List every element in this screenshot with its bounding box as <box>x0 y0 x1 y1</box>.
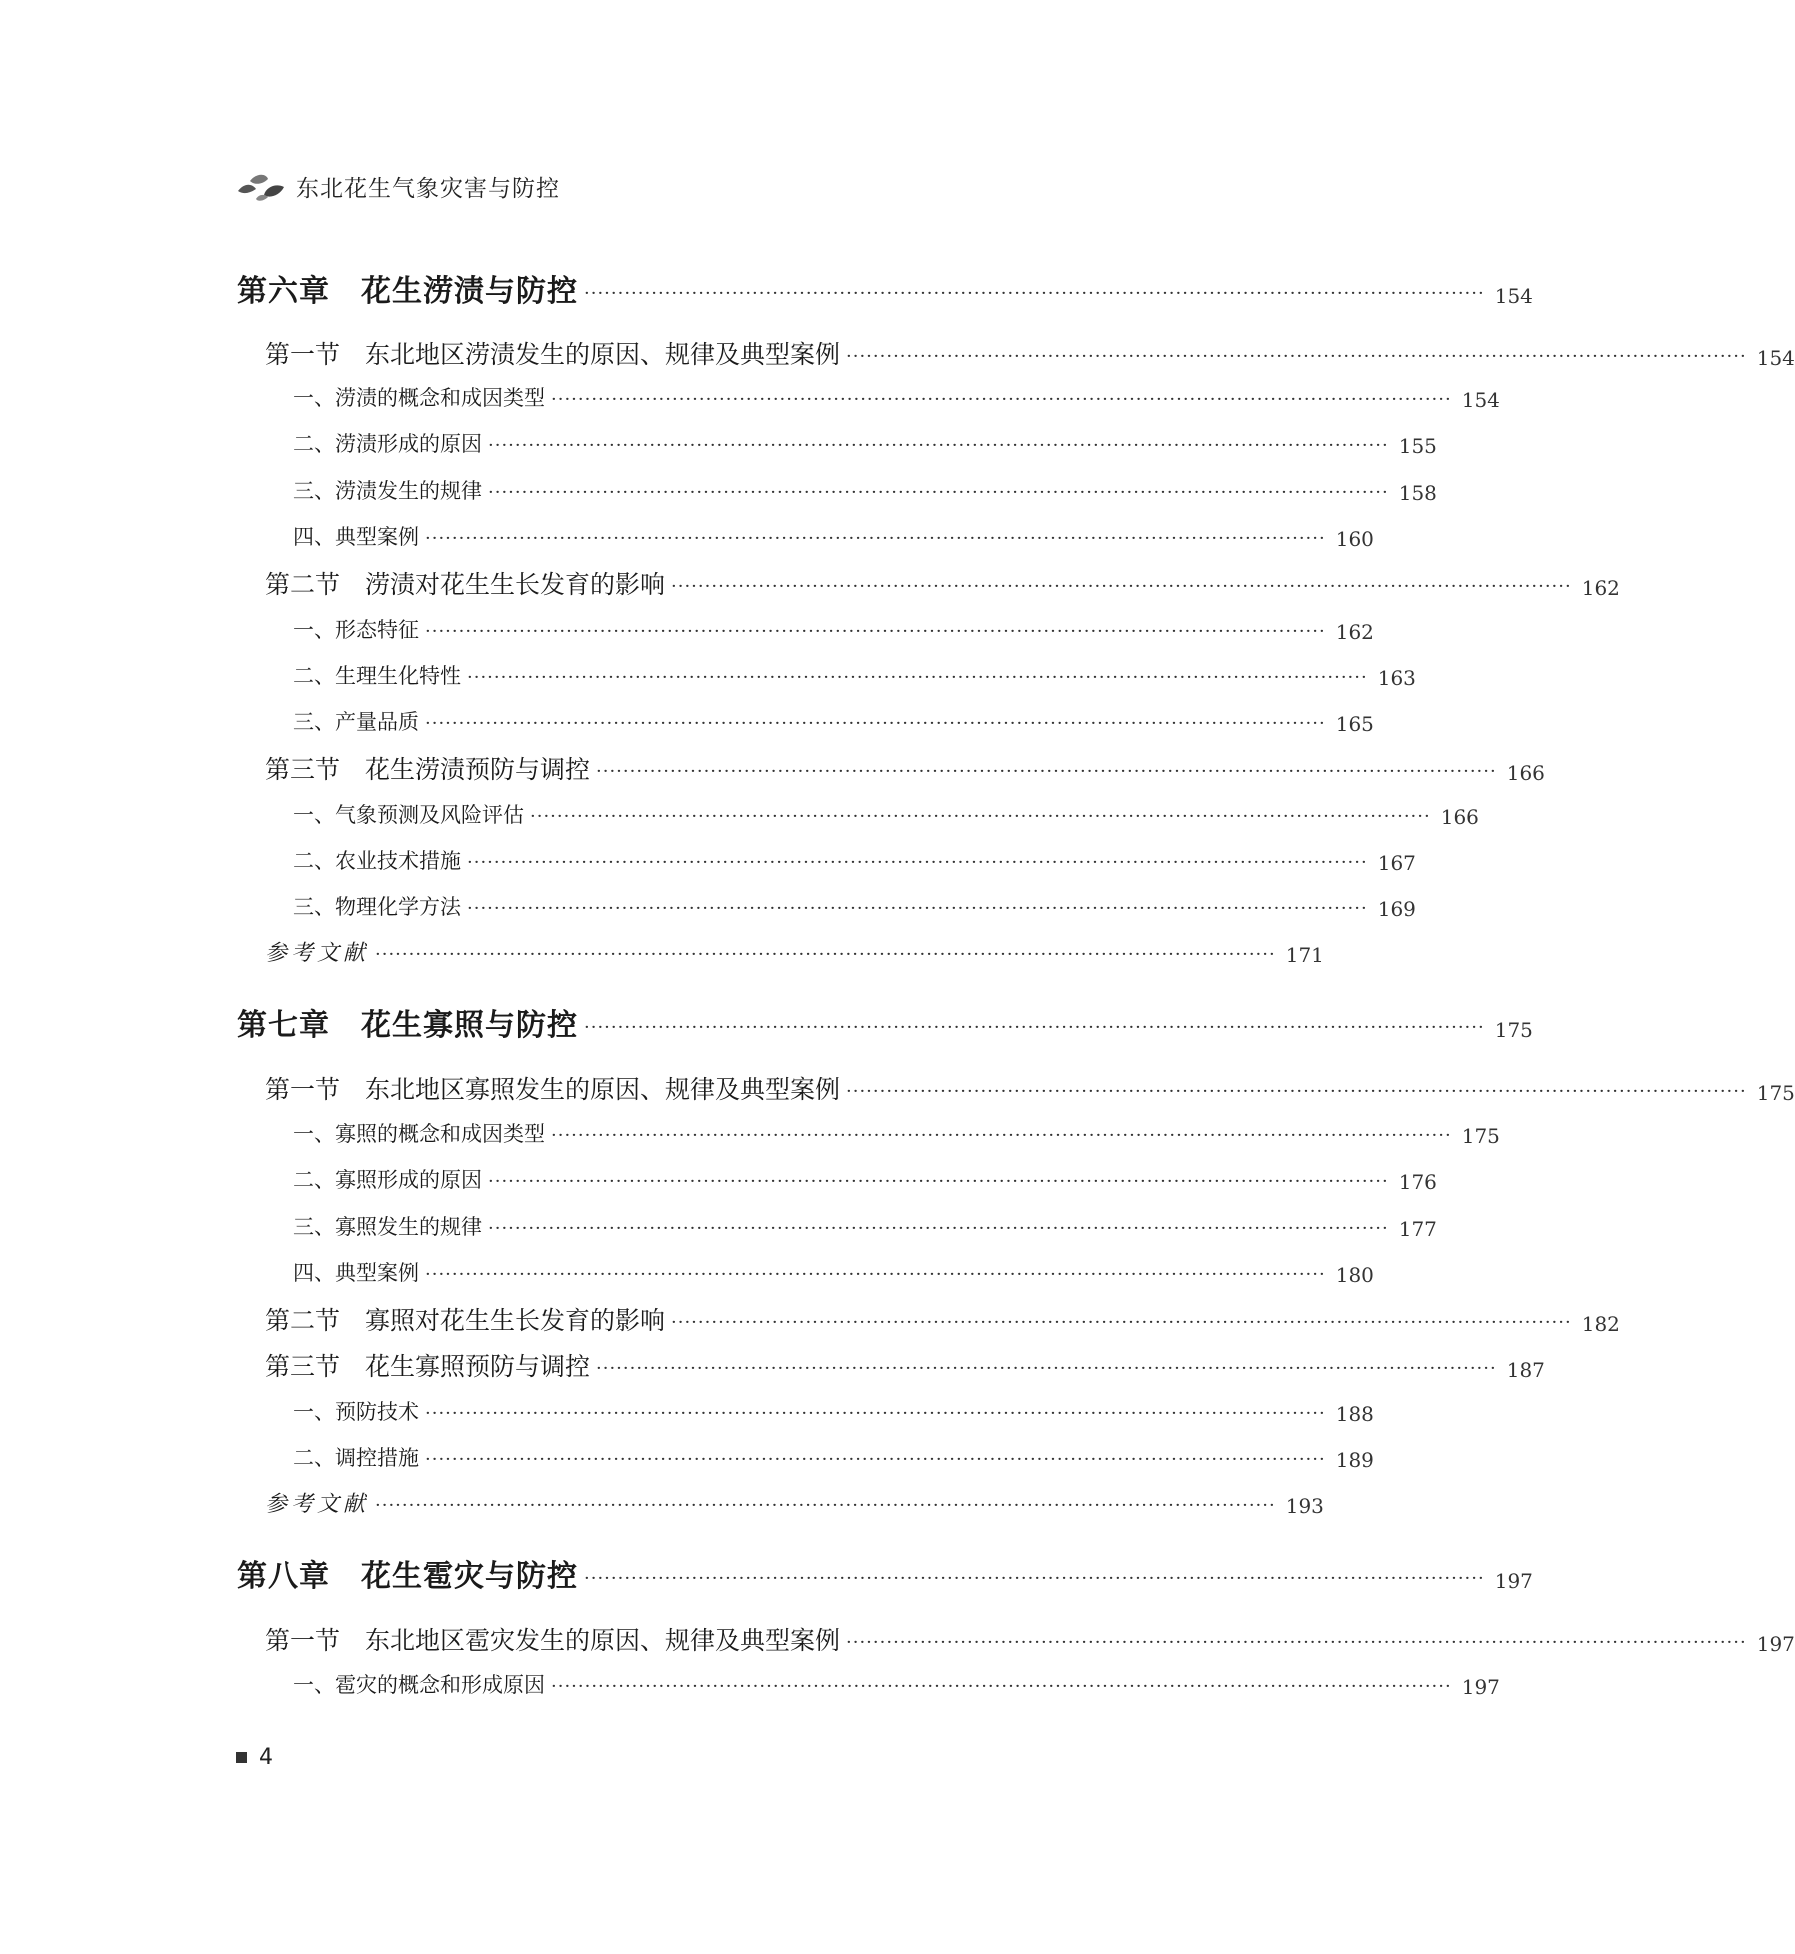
dot-leader: ······································································································································ <box>467 852 1368 873</box>
toc-refs-entry[interactable] <box>265 935 1324 967</box>
dot-leader: ······································································································································ <box>488 1171 1389 1192</box>
toc-page-number: 187 <box>1506 1358 1545 1382</box>
toc-entry-title: 三、寡照发生的规律 <box>293 1215 482 1239</box>
toc-page-number: 160 <box>1335 527 1374 551</box>
dot-leader: ······································································································································ <box>551 1676 1452 1697</box>
dot-leader: ······································································································································ <box>551 1125 1452 1146</box>
toc-page-number: 158 <box>1398 481 1437 505</box>
toc-entry-title: 一、寡照的概念和成因类型 <box>293 1122 545 1146</box>
toc-refs-entry[interactable] <box>265 1486 1324 1518</box>
toc-page-number: 175 <box>1461 1124 1500 1148</box>
dot-leader: ······································································································································ <box>846 1632 1747 1653</box>
toc-entry-title: 四、典型案例 <box>293 525 419 549</box>
toc-item-entry[interactable] <box>293 658 1416 690</box>
page-footer <box>236 1745 273 1770</box>
toc-item-entry[interactable] <box>293 889 1416 921</box>
toc-page-number: 166 <box>1506 761 1545 785</box>
toc-page-number: 188 <box>1335 1402 1374 1426</box>
toc-page-number: 177 <box>1398 1217 1437 1241</box>
toc-item-entry[interactable] <box>293 519 1374 551</box>
page-number: 4 <box>259 1745 273 1770</box>
toc-entry-title: 二、调控措施 <box>293 1446 419 1470</box>
toc-page-number: 175 <box>1494 1018 1533 1042</box>
toc-page-number: 162 <box>1581 576 1620 600</box>
dot-leader: ······································································································································ <box>671 1312 1572 1333</box>
toc-section-entry[interactable] <box>265 1301 1620 1337</box>
dot-leader: ······································································································································ <box>530 806 1431 827</box>
toc-item-entry[interactable] <box>293 473 1437 505</box>
toc-section-entry[interactable] <box>265 1070 1795 1106</box>
toc-item-entry[interactable] <box>293 1394 1374 1426</box>
toc-page-number: 165 <box>1335 712 1374 736</box>
toc-chapter-entry[interactable] <box>237 1002 1533 1044</box>
toc-page-number: 189 <box>1335 1448 1374 1472</box>
toc-entry-title: 第六章 花生涝渍与防控 <box>237 274 578 309</box>
dot-leader: ······································································································································ <box>425 713 1326 734</box>
toc-entry-title: 三、产量品质 <box>293 710 419 734</box>
toc-entry-title: 一、形态特征 <box>293 618 419 642</box>
toc-page-number: 162 <box>1335 620 1374 644</box>
toc-entry-title: 第七章 花生寡照与防控 <box>237 1008 578 1043</box>
toc-section-entry[interactable] <box>265 335 1795 371</box>
toc-item-entry[interactable] <box>293 1116 1500 1148</box>
dot-leader: ······································································································································ <box>596 761 1497 782</box>
toc-item-entry[interactable] <box>293 1162 1437 1194</box>
toc-page-number: 175 <box>1756 1081 1795 1105</box>
toc-page-number: 166 <box>1440 805 1479 829</box>
toc-entry-title: 二、寡照形成的原因 <box>293 1168 482 1192</box>
toc-page-number: 180 <box>1335 1263 1374 1287</box>
toc-page-number: 154 <box>1461 388 1500 412</box>
toc-entry-title: 第一节 东北地区雹灾发生的原因、规律及典型案例 <box>265 1626 841 1655</box>
dot-leader: ······································································································································ <box>488 435 1389 456</box>
dot-leader: ······································································································································ <box>671 576 1572 597</box>
dot-leader: ······································································································································ <box>488 482 1389 503</box>
toc-entry-title: 一、预防技术 <box>293 1400 419 1424</box>
toc-item-entry[interactable] <box>293 704 1374 736</box>
toc-page-number: 197 <box>1461 1675 1500 1699</box>
toc-page-number: 154 <box>1494 284 1533 308</box>
footer-square-icon <box>236 1752 247 1763</box>
dot-leader: ······································································································································ <box>375 944 1276 965</box>
dot-leader: ······································································································································ <box>551 389 1452 410</box>
dot-leader: ······································································································································ <box>846 346 1747 367</box>
toc-section-entry[interactable] <box>265 1347 1545 1383</box>
toc-item-entry[interactable] <box>293 843 1416 875</box>
toc-page-number: 182 <box>1581 1312 1620 1336</box>
toc-entry-title: 一、气象预测及风险评估 <box>293 803 524 827</box>
toc-item-entry[interactable] <box>293 1440 1374 1472</box>
toc-entry-title: 参考文献 <box>265 941 370 966</box>
toc-entry-title: 三、涝渍发生的规律 <box>293 479 482 503</box>
toc-entry-title: 二、涝渍形成的原因 <box>293 432 482 456</box>
toc-entry-title: 参考文献 <box>265 1492 370 1517</box>
dot-leader: ······································································································································ <box>584 1568 1485 1589</box>
toc-entry-title: 一、涝渍的概念和成因类型 <box>293 386 545 410</box>
toc-page-number: 154 <box>1756 346 1795 370</box>
toc-entry-title: 四、典型案例 <box>293 1261 419 1285</box>
toc-page-number: 193 <box>1285 1494 1324 1518</box>
dot-leader: ······································································································································ <box>425 1403 1326 1424</box>
dot-leader: ······································································································································ <box>596 1358 1497 1379</box>
toc-entry-title: 第八章 花生雹灾与防控 <box>237 1559 578 1594</box>
dot-leader: ······································································································································ <box>425 1264 1326 1285</box>
dot-leader: ······································································································································ <box>488 1218 1389 1239</box>
dot-leader: ······································································································································ <box>467 667 1368 688</box>
toc-page-number: 167 <box>1377 851 1416 875</box>
toc-page-number: 171 <box>1285 943 1324 967</box>
toc-item-entry[interactable] <box>293 380 1500 412</box>
toc-entry-title: 第三节 花生涝渍预防与调控 <box>265 755 591 784</box>
book-title: 东北花生气象灾害与防控 <box>296 175 560 202</box>
dot-leader: ······································································································································ <box>584 283 1485 304</box>
toc-item-entry[interactable] <box>293 612 1374 644</box>
toc-entry-title: 第一节 东北地区寡照发生的原因、规律及典型案例 <box>265 1075 841 1104</box>
toc-entry-title: 第三节 花生寡照预防与调控 <box>265 1352 591 1381</box>
dot-leader: ······································································································································ <box>846 1081 1747 1102</box>
dot-leader: ······································································································································ <box>584 1017 1485 1038</box>
toc-item-entry[interactable] <box>293 797 1479 829</box>
toc-page-number: 197 <box>1494 1569 1533 1593</box>
dot-leader: ······································································································································ <box>425 1449 1326 1470</box>
toc-section-entry[interactable] <box>265 750 1545 786</box>
toc-page-number: 169 <box>1377 897 1416 921</box>
toc-entry-title: 第一节 东北地区涝渍发生的原因、规律及典型案例 <box>265 340 841 369</box>
toc-page-number: 155 <box>1398 434 1437 458</box>
toc-chapter-entry[interactable] <box>237 268 1533 310</box>
toc-page-number: 197 <box>1756 1632 1795 1656</box>
toc-entry-title: 二、生理生化特性 <box>293 664 461 688</box>
toc-entry-title: 一、雹灾的概念和形成原因 <box>293 1673 545 1697</box>
toc-entry-title: 第二节 寡照对花生生长发育的影响 <box>265 1306 666 1335</box>
toc-item-entry[interactable] <box>293 1209 1437 1241</box>
toc-chapter-entry[interactable] <box>237 1553 1533 1595</box>
dot-leader: ······································································································································ <box>375 1495 1276 1516</box>
toc-entry-title: 二、农业技术措施 <box>293 849 461 873</box>
toc-item-entry[interactable] <box>293 1255 1374 1287</box>
toc-section-entry[interactable] <box>265 565 1620 601</box>
dot-leader: ······································································································································ <box>467 898 1368 919</box>
toc-item-entry[interactable] <box>293 1667 1500 1699</box>
toc-page-number: 176 <box>1398 1170 1437 1194</box>
toc-item-entry[interactable] <box>293 426 1437 458</box>
toc-section-entry[interactable] <box>265 1621 1795 1657</box>
toc-entry-title: 三、物理化学方法 <box>293 895 461 919</box>
toc-page-number: 163 <box>1377 666 1416 690</box>
dot-leader: ······································································································································ <box>425 621 1326 642</box>
dot-leader: ······································································································································ <box>425 528 1326 549</box>
toc-entry-title: 第二节 涝渍对花生生长发育的影响 <box>265 570 666 599</box>
